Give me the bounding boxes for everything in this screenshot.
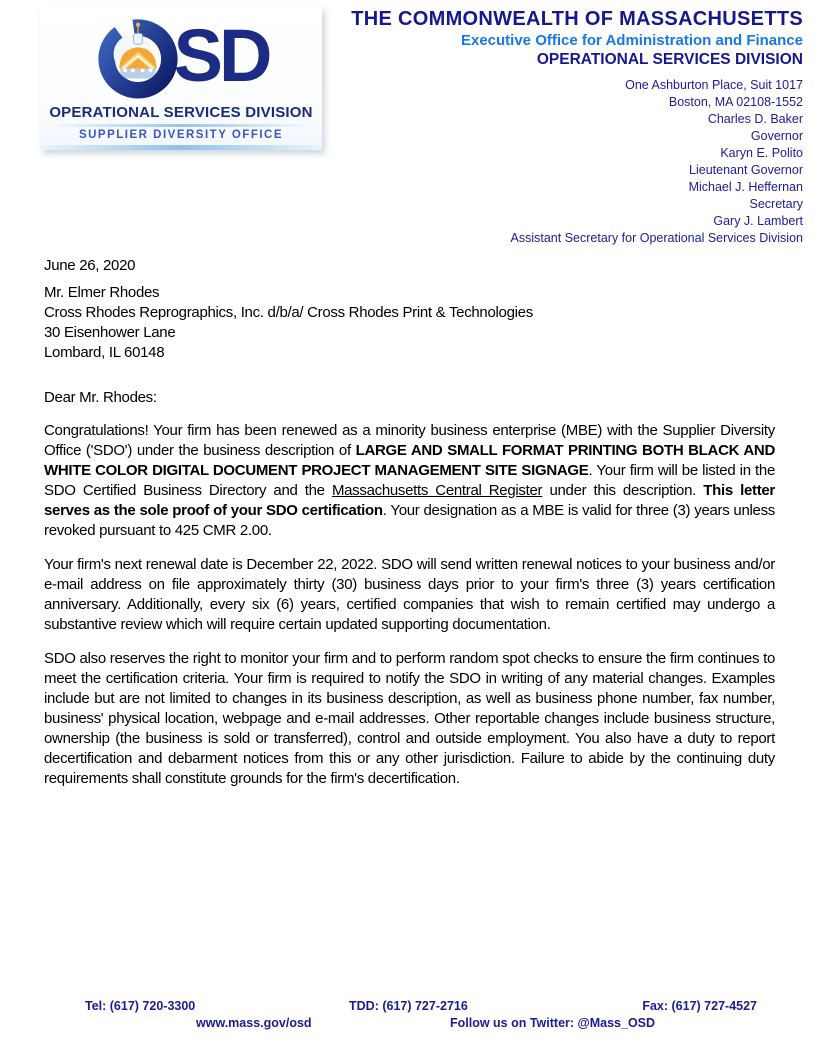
- executive-office-subtitle: Executive Office for Administration and Finance: [460, 32, 803, 49]
- salutation: Dear Mr. Rhodes:: [44, 389, 157, 406]
- footer-twitter: Follow us on Twitter: @Mass_OSD: [450, 1016, 656, 1030]
- commonwealth-title: THE COMMONWEALTH OF MASSACHUSETTS: [351, 8, 803, 30]
- osd-logo-letters: SD: [173, 14, 269, 97]
- recipient-company: Cross Rhodes Reprographics, Inc. d/b/a/ Cross Rhodes Print & Technologies: [44, 304, 533, 321]
- letter-body: [44, 256, 775, 803]
- logo-bottom-bar: [40, 145, 322, 150]
- recipient-name: Mr. Elmer Rhodes: [44, 284, 160, 301]
- secretary-title: Secretary: [749, 197, 803, 211]
- recipient-street: 30 Eisenhower Lane: [44, 324, 176, 341]
- asst-secretary-title: Assistant Secretary for Operational Services Division: [510, 231, 803, 245]
- asst-secretary-name: Gary J. Lambert: [713, 214, 803, 228]
- letter-date: June 26, 2020: [44, 257, 136, 274]
- governor-title: Governor: [750, 129, 803, 143]
- logo-divider: [50, 124, 312, 127]
- osd-logo-acronym: [40, 10, 322, 102]
- logo-office-text: SUPPLIER DIVERSITY OFFICE: [78, 129, 284, 141]
- footer-website: www.mass.gov/osd: [196, 1016, 312, 1030]
- address-line-2: Boston, MA 02108-1552: [668, 95, 803, 109]
- paragraph-certification: Congratulations! Your firm has been renewed as a minority business enterprise (MBE) with the Supplier Diversity Office ('SDO') under the business description of LARGE AND SMALL FORMAT PRINTING BOTH BLACK AND WHITE COLOR DIGITAL DOCUMENT PROJECT MANAGEMENT SITE SIGNAGE. Your firm will be listed in the SDO Certified Business Directory and the Massachusetts Central Register under this description. This letter serves as the sole proof of your SDO certification. Your designation as a MBE is valid for three (3) years unless revoked pursuant to 425 CMR 2.00.: [44, 422, 775, 539]
- footer-fax: Fax: (617) 727-4527: [642, 999, 757, 1013]
- logo-division-text: OPERATIONAL SERVICES DIVISION: [49, 104, 313, 121]
- letterhead-right-block: [351, 8, 803, 247]
- lt-governor-name: Karyn E. Polito: [720, 146, 803, 160]
- address-line-1: One Ashburton Place, Suit 1017: [625, 78, 803, 92]
- letterhead-info: [351, 77, 803, 247]
- recipient-city: Lombard, IL 60148: [44, 344, 165, 361]
- paragraph-renewal: Your firm's next renewal date is December 22, 2022. SDO will send written renewal notices to your business and/or e-mail address on file approximately thirty (30) business days prior to your firm's three (3) years certification anniversary. Additionally, every six (6) years, certified companies that wish to remain certified may undergo a substantive review which will require certain updated supporting documentation.: [44, 556, 775, 633]
- paragraph-monitoring: SDO also reserves the right to monitor your firm and to perform random spot checks to ensure the firm continues to meet the certification criteria. Your firm is required to notify the SDO in writing of any material changes. Examples include but are not limited to changes in its business description, as well as business phone number, fax number, business' physical location, webpage and e-mail addresses. Other reportable changes include business structure, ownership (the business is sold or transferred), control and outside employment. You also have a duty to report decertification and debarment notices from this or any other jurisdiction. Failure to abide by the continuing duty requirements shall constitute grounds for the firm's decertification.: [44, 650, 775, 787]
- footer-tdd: TDD: (617) 727-2716: [349, 999, 468, 1013]
- state-house-dome-icon: [94, 12, 182, 100]
- footer-tel: Tel: (617) 720-3300: [85, 999, 196, 1013]
- lt-governor-title: Lieutenant Governor: [689, 163, 803, 177]
- governor-name: Charles D. Baker: [707, 112, 803, 126]
- secretary-name: Michael J. Heffernan: [688, 180, 803, 194]
- osd-logo: [40, 6, 322, 150]
- recipient-block: [44, 283, 775, 363]
- division-title: OPERATIONAL SERVICES DIVISION: [536, 51, 803, 68]
